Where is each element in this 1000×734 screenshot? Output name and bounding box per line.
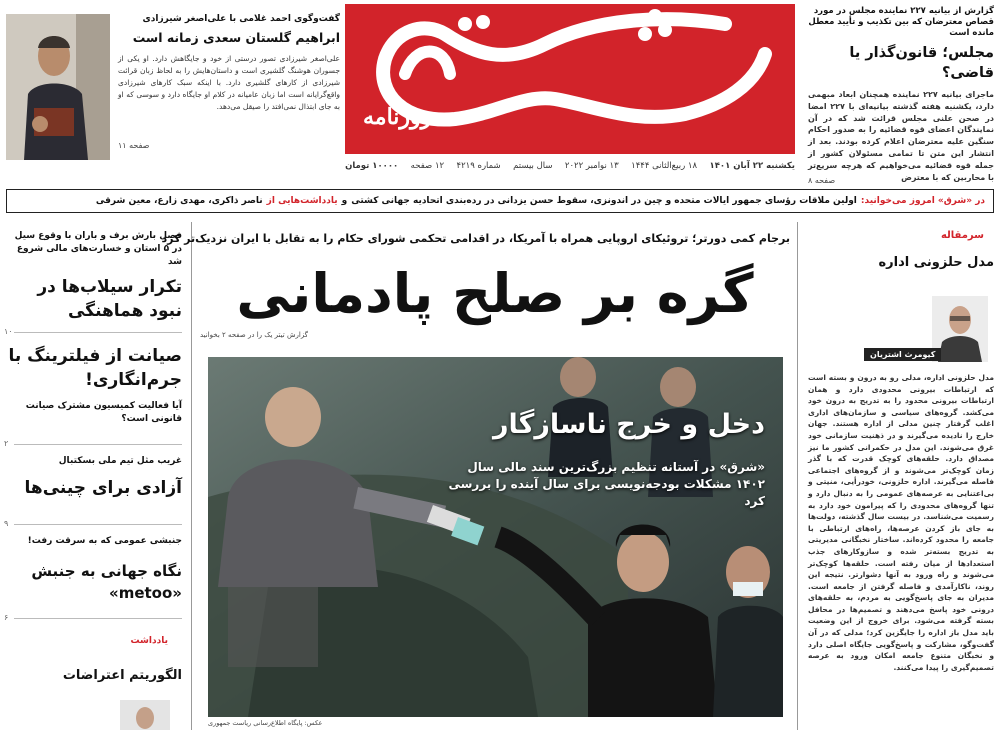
left-title-2: صیانت از فیلترینگ با جرم‌انگاری!: [8, 346, 182, 390]
story-pageref: صفحه ۱۱: [118, 141, 150, 150]
story-title: ابراهیم گلستان سعدی زمانه است: [132, 30, 340, 45]
story-body: ماجرای بیانیه ۲۲۷ نماینده همچنان ابعاد مبهمی دارد، یکشنبه هفته گذشته بیانیه‌ای با ۲۲۷ امضا در صحن علنی مجلس قرائت شد که در آن نمایندگان اعضای قوه قضائیه را به صدور احکام سنگین علیه معترضان اعلام کرده بودند. بعد از انتشار این متن تا تمامی مسئولان کشور از جمله قوه قضائیه می‌خواهیم که هرچه سریع‌تر با محاربین که با معترض: [808, 90, 994, 182]
masthead: [345, 4, 795, 154]
dateline-price: ۱۰۰۰۰ تومان: [345, 161, 399, 171]
page-number-3: ۹: [4, 519, 9, 528]
editorial-body: مدل حلزونی اداره، مدلی رو به درون و بسته است که ارتباطات بیرونی محدودی دارد و همان ارتباطات بیرونی محدود را به تدریج به درون خود می‌کشد. گروه‌های سیاسی و سازمان‌های اداری اغلب گرفتار چنین مدلی از اداره هستند. جهان خارج را نادیده می‌گیرند و در ذهنیت سازمانی خود غرق می‌شوند. این مدل در حکمرانی کشور ما نیز مصداق دارد. حلقه‌های کوچک قدرت که با گذر زمان کوچک‌تر می‌شوند و از گروه‌های اجتماعی فاصله می‌گیرند. اداره حلزونی، خودرأیی، منیتی و بی‌اعتنایی به عرصه‌های عمومی را به دنبال دارد و تنها گروه‌های محدودی را که پیرامون خود دارد به رسمیت می‌شناسد. در بیست سال گذشته، دولت‌ها به جای باز کردن عرصه‌ها، راه‌های ارتباطی با جامعه را محدود کرده‌اند. ساختار نخبگانی مدیریتی به تدریج بسته‌تر شده و سازوکارهای جذب استعدادها از میان رفته است. حلقه‌ها کوچک‌تر می‌شوند و راه ورود به آنها دشوارتر. نتیجه این روند، ناکارآمدی و فاصله گرفتن از جامعه است. مدیران به جای پاسخ‌گویی به مردم، به حلقه‌های درونی خود پاسخ می‌دهند و تصمیم‌ها در محافل بسته گرفته می‌شود. برای خروج از این وضعیت باید مدل باز اداره را جایگزین کرد؛ مدلی که در آن گفت‌وگو، مشارکت و پاسخ‌گویی جایگاه اصلی دارد و نخبگان متنوع جامعه امکان ورود به عرصه تصمیم‌گیری را پیدا می‌کنند.: [808, 373, 994, 672]
page-number-4: ۶: [4, 613, 9, 622]
dateline: [345, 158, 795, 174]
ticker-label: در «شرق» امروز می‌خوانید:: [860, 196, 985, 206]
editorial-title: مدل حلزونی اداره: [878, 255, 994, 270]
lead-credit-line: گزارش تیتر یک را در صفحه ۲ بخوانید: [200, 331, 309, 339]
ticker-text: اولین ملاقات رؤسای جمهور ایالات متحده و چین در اندونزی، سقوط حسن یزدانی در رده‌بندی اتحادیه جهانی کشتی: [351, 196, 857, 206]
left-kicker-4: جنبشی عمومی که به سرقت رفت!: [27, 536, 182, 546]
note-section-label: یادداشت: [130, 636, 168, 646]
dateline-pages: ۱۲ صفحه: [410, 161, 445, 171]
dateline-issue: شماره ۴۲۱۹: [456, 161, 501, 171]
note-title: الگوریتم اعتراضات: [62, 668, 182, 683]
story-pageref: صفحه ۸: [808, 176, 836, 185]
photo-credit: عکس: پایگاه اطلاع‌رسانی ریاست جمهوری: [208, 719, 323, 727]
dateline-year: سال بیستم: [513, 161, 553, 171]
editorial-author: کیومرث اشتریان: [864, 348, 941, 361]
left-rule-1: [14, 332, 182, 333]
left-title-1: تکرار سیلاب‌ها در نبود هماهنگی: [37, 277, 182, 321]
lead-title: گره بر صلح پادمانی: [236, 262, 754, 325]
story-body: علی‌اصغر شیرزادی تصور درستی از خود و جایگاهش دارد. او یکی از جسوران هوشنگ گلشیری است و داستان‌هایش را به لحاظ زبان قرائت شیرزادی از کارهای گلشیری دارد. با اینکه سبک کارهای شیرزادی واقع‌گرایانه است اما زبان عامیانه در کلام او جایگاه دارد و سوسی که او به جای ابتذال نمی‌افتد را صیقل می‌دهد.: [118, 54, 340, 111]
story-kicker: گزارش از بیانیه ۲۲۷ نماینده مجلس در مورد قصاص معترضان که بین تکذیب و تأیید معطل مانده است: [808, 6, 994, 38]
ticker-and: و: [341, 196, 348, 206]
lead-photo: [208, 357, 783, 717]
note-author-photo: [120, 700, 170, 730]
left-column: [8, 230, 182, 323]
photo-title: دخل و خرج ناسازگار: [492, 409, 765, 440]
left-rule-2: [14, 444, 182, 445]
logo-subtitle: روزنامه: [363, 104, 432, 130]
ticker-label-2: یادداشت‌هایی از: [266, 196, 338, 206]
story-title: مجلس؛ قانون‌گذار یا قاضی؟: [849, 45, 994, 81]
dateline-hijri: ۱۸ ربیع‌الثانی ۱۴۴۴: [631, 161, 698, 171]
interview-photo: [6, 14, 110, 160]
top-right-story: [808, 6, 994, 185]
story-kicker: گفت‌وگوی احمد غلامی با علی‌اصغر شیرزادی: [142, 14, 340, 24]
left-title-4: نگاه جهانی به جنبش «metoo»: [31, 562, 182, 602]
left-sub-2: آیا فعالیت کمیسیون مشترک صیانت قانونی است؟: [25, 401, 182, 424]
left-rule-4: [14, 618, 182, 619]
left-title-3: آزادی برای چینی‌ها: [24, 478, 182, 498]
photo-text: «شرق» در آستانه تنظیم بزرگ‌ترین سند مالی سال ۱۴۰۲ مشکلات بودجه‌نویسی برای سال آینده را بررسی کرد: [448, 460, 765, 508]
lead-kicker: برجام کمی دورتر؛ تروئیکای اروپایی همراه با آمریکا، در اقدامی تحکمی شورای حکام را به تقابل با ایران نزدیک‌تر کرد: [161, 232, 790, 245]
ticker-text-2: ناصر ذاکری، مهدی زارع، معین شرقی: [95, 196, 263, 206]
dateline-weekday: یکشنبه ۲۲ آبان ۱۴۰۱: [709, 161, 795, 171]
left-kicker-1: فصل بارش برف و باران با وقوع سیل در ۵ استان و خسارت‌های مالی شروع شد: [14, 231, 182, 267]
editorial-section: [808, 230, 994, 270]
dateline-gregorian: ۱۳ نوامبر ۲۰۲۲: [564, 161, 619, 171]
left-kicker-3: غریب مثل تیم ملی بسکتبال: [58, 456, 182, 466]
page-number-1: ۱۰: [4, 327, 13, 336]
column-divider-left: [191, 222, 192, 730]
top-left-story: [118, 14, 340, 164]
ticker-bar: [6, 189, 994, 213]
page-number-2: ۲: [4, 439, 9, 448]
note-portrait: [120, 700, 170, 730]
portrait-illustration: [6, 14, 110, 160]
editorial-section-label: سرمقاله: [940, 230, 984, 241]
left-rule-3: [14, 524, 182, 525]
column-divider-right: [797, 222, 798, 730]
